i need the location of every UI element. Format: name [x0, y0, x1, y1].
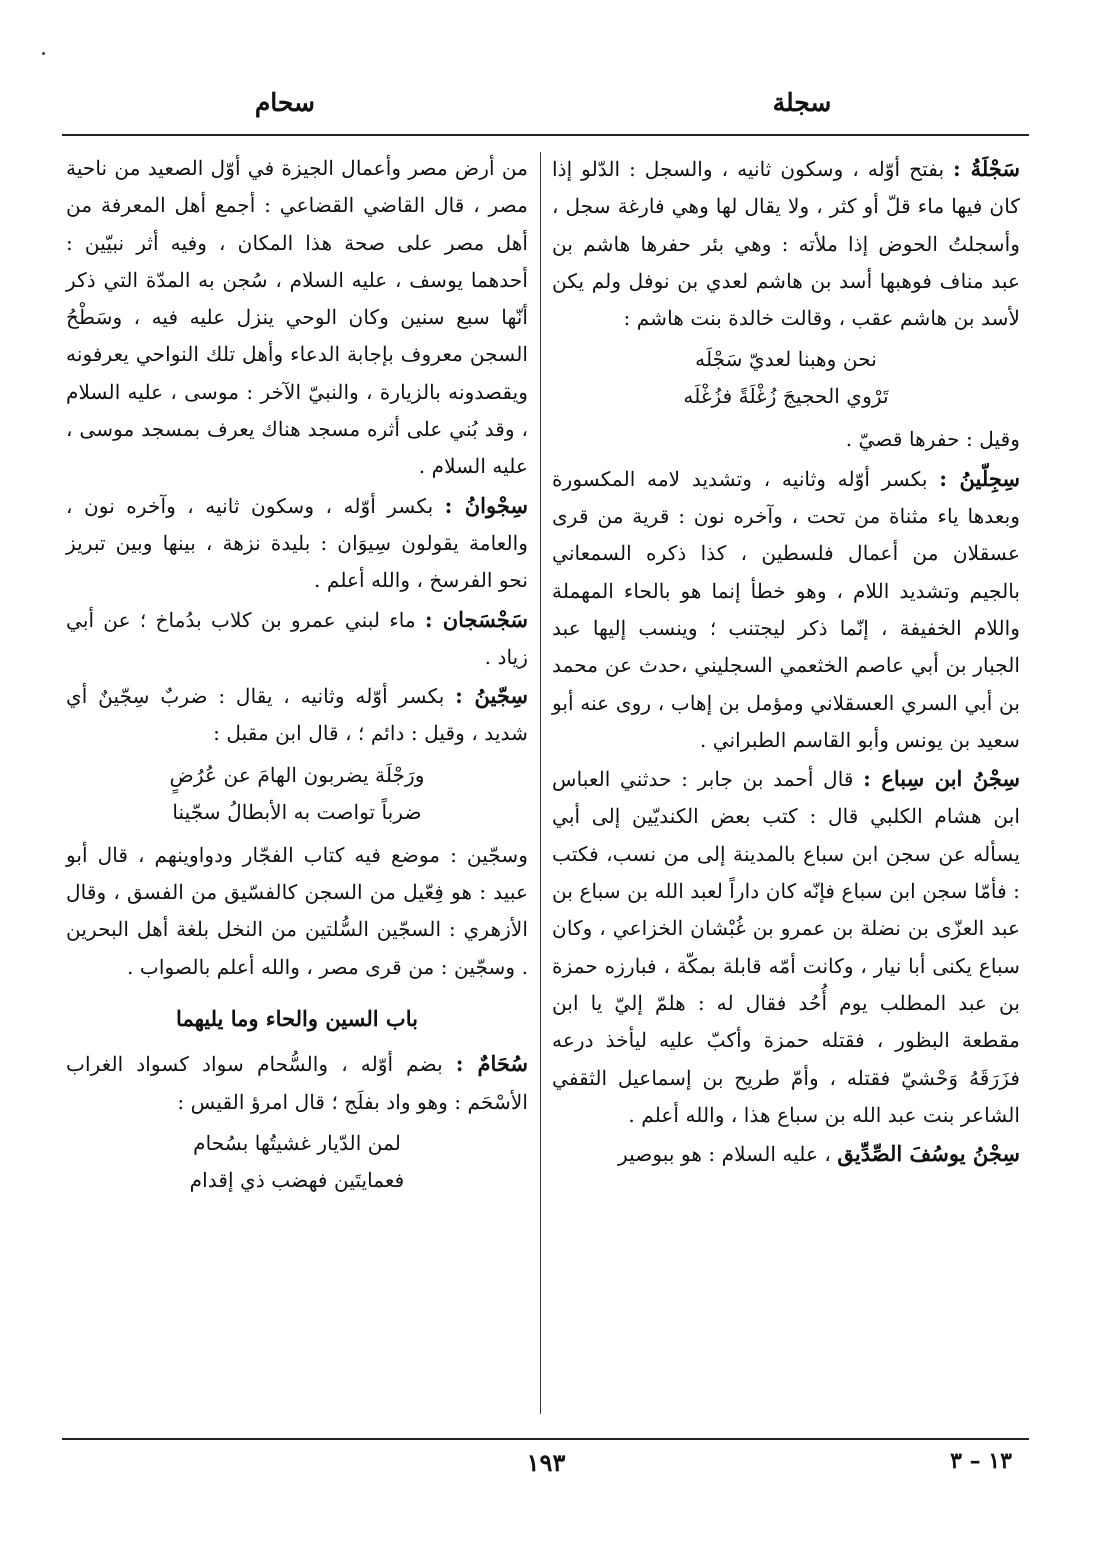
dictionary-entry: [66, 487, 528, 600]
entry-headword: سِجْنُ يوسُفَ الصِّدِّيق: [837, 1141, 1020, 1167]
dictionary-entry: [552, 150, 1020, 337]
footer-rule: [62, 1438, 1029, 1440]
entry-text: ماء لبني عمرو بن كلاب بدُماخ ؛ عن أبي زياد .: [66, 607, 528, 669]
entry-headword: سَجْلَةُ :: [953, 156, 1020, 181]
entry-text: بكسر أوّله وثانيه ، يقال : ضربٌ سِجّينٌ أي شديد ، وقيل : دائم ؛ ، قال ابن مقبل :: [66, 684, 528, 746]
paragraph-text: وقيل : حفرها قصيّ .: [845, 427, 1020, 452]
poem-verse: [66, 757, 528, 831]
signature-mark: ١٣ – ٣: [950, 1448, 1012, 1474]
paragraph-text: وسجّين : موضع فيه كتاب الفجّار ودواوينهم ، قال أبو عبيد : هو فِعّيل من السجن كالفسّيق من الفسق ، وقال الأزهري : السجّين السُّلتين من النخل بلغة أهل البحرين . وسجّين : من قرى مصر ، والله أعلم بالصواب .: [66, 842, 528, 979]
section-heading: باب السين والحاء وما يليهما: [176, 1005, 418, 1031]
header-rule: [62, 134, 1029, 136]
paragraph-text: من أرض مصر وأعمال الجيزة في أوّل الصعيد من ناحية مصر ، قال القاضي القضاعي : أجمع أهل المعرفة من أهل مصر على صحة هذا المكان ، وفيه أثر نبيّين : أحدهما يوسف ، عليه السلام ، سُجن به المدّة التي ذكر أنّها سبع سنين وكان الوحي ينزل عليه فيه ، وسَطْحُ السجن معروف بإجابة الدعاء وأهل تلك النواحي يعرفونه ويقصدونه بالزيارة ، والنبيّ الآخر : موسى ، عليه السلام ، وقد بُني على أثره مسجد هناك يعرف بمسجد موسى ، عليه السلام .: [66, 156, 528, 479]
entry-headword: سِجّينُ :: [455, 683, 528, 709]
ink-speck: [42, 52, 45, 55]
dictionary-entry: [66, 1045, 528, 1121]
verse-line: لمن الدّيار غشيتُها بسُحام: [193, 1130, 401, 1155]
entry-text: بفتح أوّله ، وسكون ثانيه ، والسجل : الدّلو إذا كان فيها ماء قلّ أو كثر ، ولا يقال لها وهي فارغة سجل ، وأسجلتُ الحوض إذا ملأته : وهي بئر حفرها هاشم بن عبد مناف فوهبها أسد بن هاشم لعدي بن نوفل ولم يكن لأسد بن هاشم عقب ، وقالت خالدة بنت هاشم :: [552, 157, 1020, 331]
entry-text: قال أحمد بن جابر : حدثني العباس ابن هشام الكلبي قال : كتب بعض الكنديّين إلى أبي يسأله عن سجن ابن سباع بالمدينة إلى من نسب، فكتب : فأمّا سجن ابن سباع فإنّه كان داراً لعبد الله بن سباع بن عبد العزّى بن نضلة بن عمرو بن غُبْشان الخزاعي ، وكان سباع يكنى أبا نيار ، وكانت أمّه قابلة بمكّة ، فبارزه حمزة بن عبد المطلب يوم أُحُد فقال له : هلمّ إليّ يا ابن مقطعة البظور ، فقتله حمزة وأكبّ عليه ليأخذ درعه فزَرَقَهُ وَحْشيّ فقتله ، وأمّ طريح بن إسماعيل الثقفي الشاعر بنت عبد الله بن سباع هذا ، والله أعلم .: [552, 767, 1020, 1127]
column-divider: [540, 152, 541, 1414]
dictionary-entry: [66, 601, 528, 677]
entry-text: بكسر أوّله وثانيه ، وتشديد لامه المكسورة وبعدها ياء مثناة من تحت ، وآخره نون : قرية من قرى عسقلان من أعمال فلسطين ، كذا ذكره السمعاني بالجيم وتشديد اللام ، وهو خطأ إنما هو بالحاء المهملة واللام الخفيفة ، إنّما ذكر ليجتنب ؛ وينسب إليها عبد الجبار بن أبي عاصم الخثعمي السجليني ،حدث عن محمد بن أبي السري العسقلاني ومؤمل بن إهاب ، روى عنه أبو سعيد بن يونس وأبو القاسم الطبراني .: [552, 466, 1020, 752]
entry-headword: سِجْوانُ :: [444, 492, 528, 518]
entry-text: بكسر أوّله ، وسكون ثانيه ، وآخره نون ، والعامة يقولون سِيوَان : بليدة نزهة ، بينها وبين تبريز نحو الفرسخ ، والله أعلم .: [66, 493, 528, 593]
entry-headword: سَجْسَجان :: [424, 606, 528, 632]
dictionary-entry: [552, 760, 1020, 1134]
verse-line: فعمايتَين فهضب ذي إقدام: [189, 1167, 405, 1192]
dictionary-entry: [552, 1135, 1020, 1173]
poem-verse: [552, 341, 1020, 415]
entry-headword: سُحَامٌ :: [455, 1051, 528, 1077]
verse-line: ضرباً تواصت به الأبطالُ سجّينا: [172, 799, 422, 824]
verse-line: ورَجْلَة يضربون الهامَ عن عُرُضٍ: [169, 762, 425, 787]
right-column: [552, 150, 1020, 1174]
dictionary-entry: [66, 677, 528, 753]
entry-text: بضم أوّله ، والسُّحام سواد كسواد الغراب الأسْحَم : وهو واد بفلَج ؛ قال امرؤ القيس :: [66, 1052, 528, 1114]
verse-line: تَرْوي الحجيجَ زُغْلَةً فزُغْلَه: [683, 384, 889, 409]
entry-text: ، عليه السلام : هو ببوصير: [618, 1142, 838, 1167]
entry-headword: سِجْنُ ابن سِباع :: [863, 766, 1020, 792]
poem-verse: [66, 1125, 528, 1199]
running-header-left: سحام: [254, 88, 315, 117]
entry-headword: سِجِلّينُ :: [939, 465, 1020, 491]
running-header-right: سجلة: [772, 88, 832, 117]
dictionary-entry: [552, 460, 1020, 759]
verse-line: نحن وهبنا لعديّ سَجْلَه: [695, 347, 877, 372]
left-column: [66, 150, 528, 1205]
page-number: ١٩٣: [526, 1448, 566, 1477]
